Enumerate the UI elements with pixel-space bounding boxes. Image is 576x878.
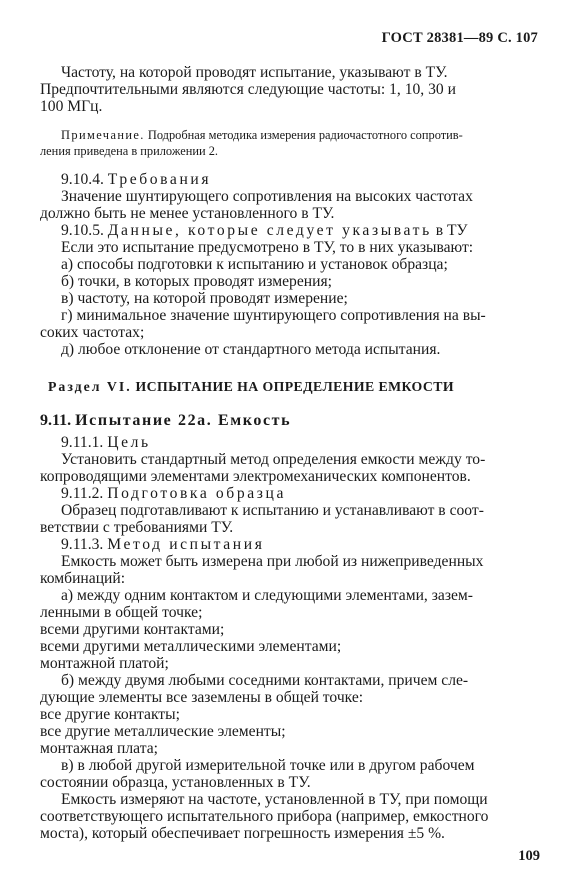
text-line: Установить стандартный метод определения емкости между то- bbox=[61, 451, 486, 468]
list-item: дующие элементы все заземлены в общей точке: bbox=[40, 689, 364, 706]
clause-title: Данные, которые следует указывать bbox=[107, 222, 432, 239]
list-item: в) в любой другой измерительной точке или в другом рабочем bbox=[61, 757, 475, 774]
list-item: состоянии образца, установленных в ТУ. bbox=[40, 774, 311, 791]
text-line: Емкость измеряют на частоте, установленной в ТУ, при помощи bbox=[61, 791, 488, 808]
clause-number: 9.11.2. bbox=[61, 485, 104, 502]
list-item: соких частотах; bbox=[40, 324, 145, 341]
clause-number: 9.11.3. bbox=[61, 536, 104, 553]
clause-heading bbox=[40, 485, 538, 502]
text-line: соответствующего испытательного прибора (например, емкостного bbox=[40, 808, 489, 825]
list-item: а) между одним контактом и следующими элементами, зазем- bbox=[61, 587, 473, 604]
text-line: должно быть не менее установленного в ТУ. bbox=[40, 205, 335, 222]
list-item: в) частоту, на которой проводят измерение; bbox=[61, 290, 348, 307]
clause-title: Подготовка образца bbox=[107, 485, 286, 502]
clause-number: 9.10.4. bbox=[61, 171, 104, 188]
text-line: ветствии с требованиями ТУ. bbox=[40, 519, 234, 536]
clause-number: 9.10.5. bbox=[61, 222, 104, 239]
note bbox=[40, 127, 538, 143]
list-item: б) точки, в которых проводят измерения; bbox=[61, 273, 332, 290]
note-label: Примечание. bbox=[61, 128, 145, 142]
text-line: Если это испытание предусмотрено в ТУ, то в них указывают: bbox=[61, 239, 474, 256]
list-item: всеми другими контактами; bbox=[40, 621, 225, 638]
page-number: 109 bbox=[518, 848, 540, 864]
list-item: все другие металлические элементы; bbox=[40, 723, 286, 740]
list-item: монтажная плата; bbox=[40, 740, 158, 757]
text-line: Частоту, на которой проводят испытание, указывают в ТУ. bbox=[61, 64, 448, 81]
clause-title: Испытание 22а. Емкость bbox=[75, 412, 292, 429]
section-heading bbox=[40, 378, 538, 396]
note-text: Подробная методика измерения радиочастотного сопротив- bbox=[144, 128, 463, 142]
text-line: комбинаций: bbox=[40, 570, 126, 587]
list-item: монтажной платой; bbox=[40, 655, 169, 672]
document-body bbox=[40, 64, 538, 842]
clause-number: 9.11.1. bbox=[61, 434, 104, 451]
text-line: 100 МГц. bbox=[40, 98, 103, 115]
clause-heading bbox=[40, 536, 538, 553]
clause-heading bbox=[40, 222, 538, 239]
list-item: а) способы подготовки к испытанию и установок образца; bbox=[61, 256, 448, 273]
list-item: д) любое отклонение от стандартного метода испытания. bbox=[61, 341, 441, 358]
clause-title: Требования bbox=[107, 171, 212, 188]
list-item: ленными в общей точке; bbox=[40, 604, 203, 621]
list-item: все другие контакты; bbox=[40, 706, 180, 723]
text-line: Предпочтительными являются следующие частоты: 1, 10, 30 и bbox=[40, 81, 456, 98]
text-line: копроводящими элементами электромеханических компонентов. bbox=[40, 468, 471, 485]
note-text: ления приведена в приложении 2. bbox=[40, 144, 218, 158]
list-item: г) минимальное значение шунтирующего сопротивления на вы- bbox=[61, 307, 486, 324]
clause-title: Цель bbox=[107, 434, 151, 451]
list-item: б) между двумя любыми соседними контактами, причем сле- bbox=[61, 672, 469, 689]
clause-number: 9.11. bbox=[40, 412, 72, 429]
clause-heading bbox=[40, 411, 538, 430]
text-line: Образец подготавливают к испытанию и устанавливают в соот- bbox=[61, 502, 484, 519]
section-title: ИСПЫТАНИЕ НА ОПРЕДЕЛЕНИЕ ЕМКОСТИ bbox=[131, 379, 454, 394]
text-line: Значение шунтирующего сопротивления на высоких частотах bbox=[61, 188, 473, 205]
page-header: ГОСТ 28381—89 С. 107 bbox=[381, 30, 538, 46]
clause-title-tail: в ТУ bbox=[431, 222, 468, 239]
text-line: Емкость может быть измерена при любой из нижеприведенных bbox=[61, 553, 484, 570]
clause-heading bbox=[40, 171, 538, 188]
list-item: всеми другими металлическими элементами; bbox=[40, 638, 342, 655]
text-line: моста), который обеспечивает погрешность измерения ±5 %. bbox=[40, 825, 445, 842]
clause-heading bbox=[40, 434, 538, 451]
clause-title: Метод испытания bbox=[107, 536, 265, 553]
section-label: Раздел VI. bbox=[48, 379, 132, 394]
